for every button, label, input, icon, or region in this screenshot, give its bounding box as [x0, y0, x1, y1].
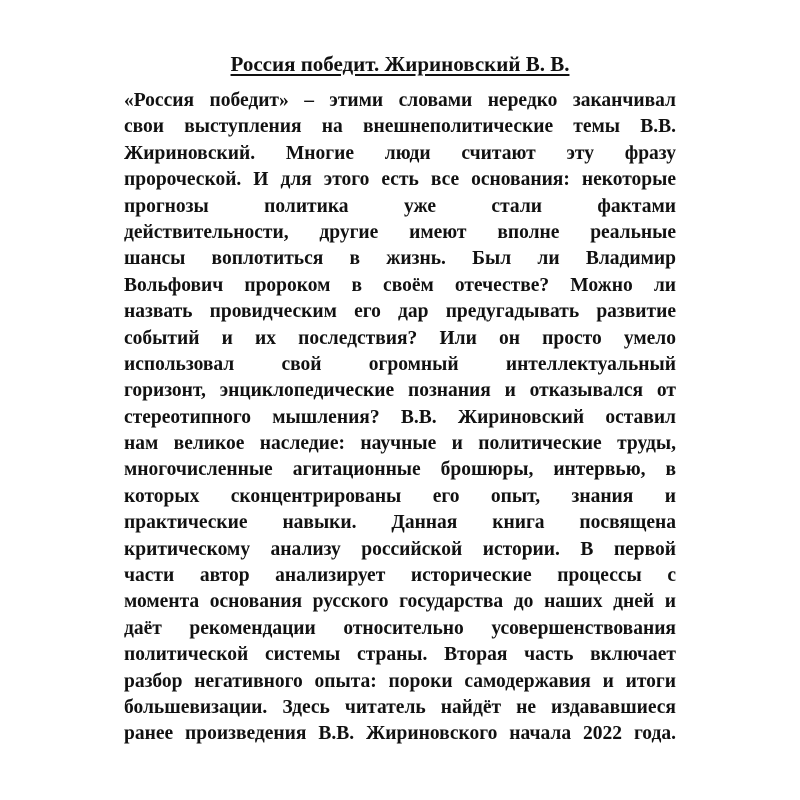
text-line: «Россия победит» – этими словами нередко заканчивал	[124, 90, 676, 111]
text-line: даёт рекомендации относительно усовершенствования	[124, 617, 676, 639]
document-body	[124, 88, 676, 748]
text-line: ранее произведения В.В. Жириновского начала 2022 года.	[124, 723, 676, 745]
text-line: пророческой. И для этого есть все основания: некоторые	[124, 169, 676, 191]
text-line: стереотипного мышления? В.В. Жириновский оставил	[124, 406, 676, 428]
text-line: событий и их последствия? Или он просто умело	[124, 327, 676, 349]
document-title: Россия победит. Жириновский В. В.	[230, 52, 570, 76]
text-line: многочисленные агитационные брошюры, интервью, в	[124, 459, 676, 481]
text-line: использовал свой огромный интеллектуальный	[124, 353, 676, 375]
text-line: момента основания русского государства до наших дней и	[124, 591, 676, 613]
text-line: критическому анализу российской истории. В первой	[124, 538, 676, 560]
text-line: нам великое наследие: научные и политические труды,	[124, 433, 676, 455]
text-line: большевизации. Здесь читатель найдёт не издававшиеся	[124, 696, 676, 718]
text-line: практические навыки. Данная книга посвящена	[124, 512, 676, 534]
text-line: действительности, другие имеют вполне реальные	[124, 221, 676, 243]
text-line: шансы воплотиться в жизнь. Был ли Владимир	[124, 248, 676, 270]
text-line: разбор негативного опыта: пороки самодержавия и итоги	[124, 670, 676, 692]
text-line: Вольфович пророком в своём отечестве? Можно ли	[124, 274, 676, 296]
text-line: Жириновский. Многие люди считают эту фразу	[124, 142, 676, 164]
text-line: которых сконцентрированы его опыт, знания и	[124, 485, 676, 507]
text-line: политической системы страны. Вторая часть включает	[124, 644, 676, 666]
text-line: прогнозы политика уже стали фактами	[124, 195, 676, 217]
text-line: части автор анализирует исторические процессы с	[124, 565, 676, 587]
text-line: свои выступления на внешнеполитические темы В.В.	[124, 116, 676, 138]
text-line: горизонт, энциклопедические познания и отказывался от	[124, 380, 676, 402]
text-line: назвать провидческим его дар предугадывать развитие	[124, 301, 676, 323]
